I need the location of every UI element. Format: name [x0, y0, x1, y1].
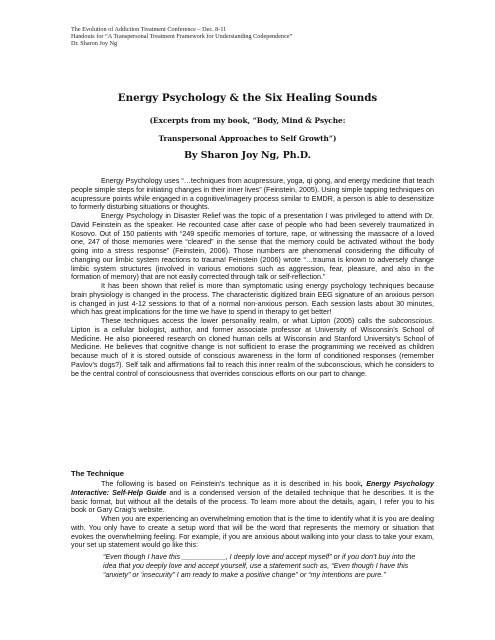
technique-paragraph-2: When you are experiencing an overwhelming emotion that is the time to identify what it is you are dealing with. You only have to create a setup word that will be the word that represents the memory or situation that evokes the overwhelming feeling. For example, if you are anxious about walking into your class to take your exam, your set up statement would go like this: [71, 515, 434, 550]
technique-p1-text-b: and is a condensed version of the detailed technique that he describes. It is the basic format, but without all the details of the process. To learn more about the details, again, I refer you to his book or Gary Craig’s website. [71, 488, 434, 515]
header-author: Dr. Sharon Joy Ng [71, 40, 118, 48]
subtitle-line-1: (Excerpts from my book, “Body, Mind & Psyche: [149, 116, 346, 125]
intro-section [71, 177, 434, 378]
paragraph-subconscious [71, 317, 434, 378]
document-title: Energy Psychology & the Six Healing Sounds [117, 92, 378, 104]
setup-statement-quote: “Even though I have this ___________, I deeply love and accept myself” or if you don’t buy into the idea that you deeply love and accept yourself, use a statement such as, “Even though I have this “anxiety” or ‘insecurity” I am ready to make a positive change” or “my intentions are pure.” [103, 553, 416, 579]
technique-heading: The Technique [71, 469, 125, 478]
paragraph-energy-psychology: Energy Psychology uses “…techniques from acupressure, yoga, qi gong, and energy medicine that teach people simple steps for initiating changes in their inner lives” (Feinstein, 2005). Using simple tapping techniques on acupressure points while engaged in a cognitive/imagery process similar to EMDR, a person is able to desensitize to formerly disturbing situations or thoughts. [71, 177, 434, 212]
header-handouts: Handouts for “A Transpersonal Treatment Framework for Understanding Codependence” [71, 33, 293, 41]
para4-subconscious-term: subconscious [388, 317, 433, 325]
para4-text-b: . Lipton is a cellular biologist, author, and former associate professor at University of Wisconsin’s School of Medicine. He also pioneered research on cloned human cells at Wisconsin and Stanford University’s School of Medicine. He believes that cognitive change is not sufficient to erase the programming we received as children because much of it is stored outside of conscious awareness in the form of conditioned responses (remember Pavlov’s dogs?). Self talk and affirmations fail to reach this inner realm of the subconscious, which he considers to be the central control of consciousness that overrides conscious efforts on our part to change. [71, 317, 434, 378]
running-header [71, 26, 292, 48]
subtitle-line-2: Transpersonal Approaches to Self Growth”) [158, 134, 337, 143]
paragraph-brain-physiology: It has been shown that relief is more than symptomatic using energy psychology techniques because brain physiology is changed in the process. The characteristic digitized brain EEG signature of an anxious person is changed in just 4-12 sessions to that of a normal non-anxious person. Each session lasts about 30 minutes, which has great implications for the time we have to spend in therapy to get better! [71, 282, 434, 317]
technique-p1-text-a: The following is based on Feinstein’s technique as it is described in his book [101, 480, 361, 488]
byline: By Sharon Joy Ng, Ph.D. [184, 150, 311, 161]
technique-section [71, 480, 434, 550]
para4-text-a: These techniques access the lower personality realm, or what Lipton (2005) calls the [101, 317, 389, 325]
header-conference: The Evolution of Addiction Treatment Conference – Dec. 8-11 [71, 26, 227, 33]
book-title: , Energy Psychology Interactive: Self-Help Guide [71, 480, 434, 497]
technique-paragraph-1 [71, 480, 434, 515]
paragraph-disaster-relief: Energy Psychology in Disaster Relief was the topic of a presentation I was privileged to attend with Dr. David Feinstein as the speaker. He recounted case after case of people who had been severely traumatized in Kosovo. Out of 150 patients with “249 specific memories of torture, rape, or witnessing the massacre of a loved one, 247 of those memories were “cleared” in the sense that the memory could be activated without the body going into a stress response” (Feinstein, 2006). Those numbers are phenomenal considering the difficulty of changing our limbic system reactions to trauma! Feinstein (2006) wrote “…trauma is known to adversely change limbic system structures (involved in various emotions such as aggression, fear, pleasure, and also in the formation of memory) that are not easily corrected through talk or self-reflection.” [71, 212, 434, 282]
